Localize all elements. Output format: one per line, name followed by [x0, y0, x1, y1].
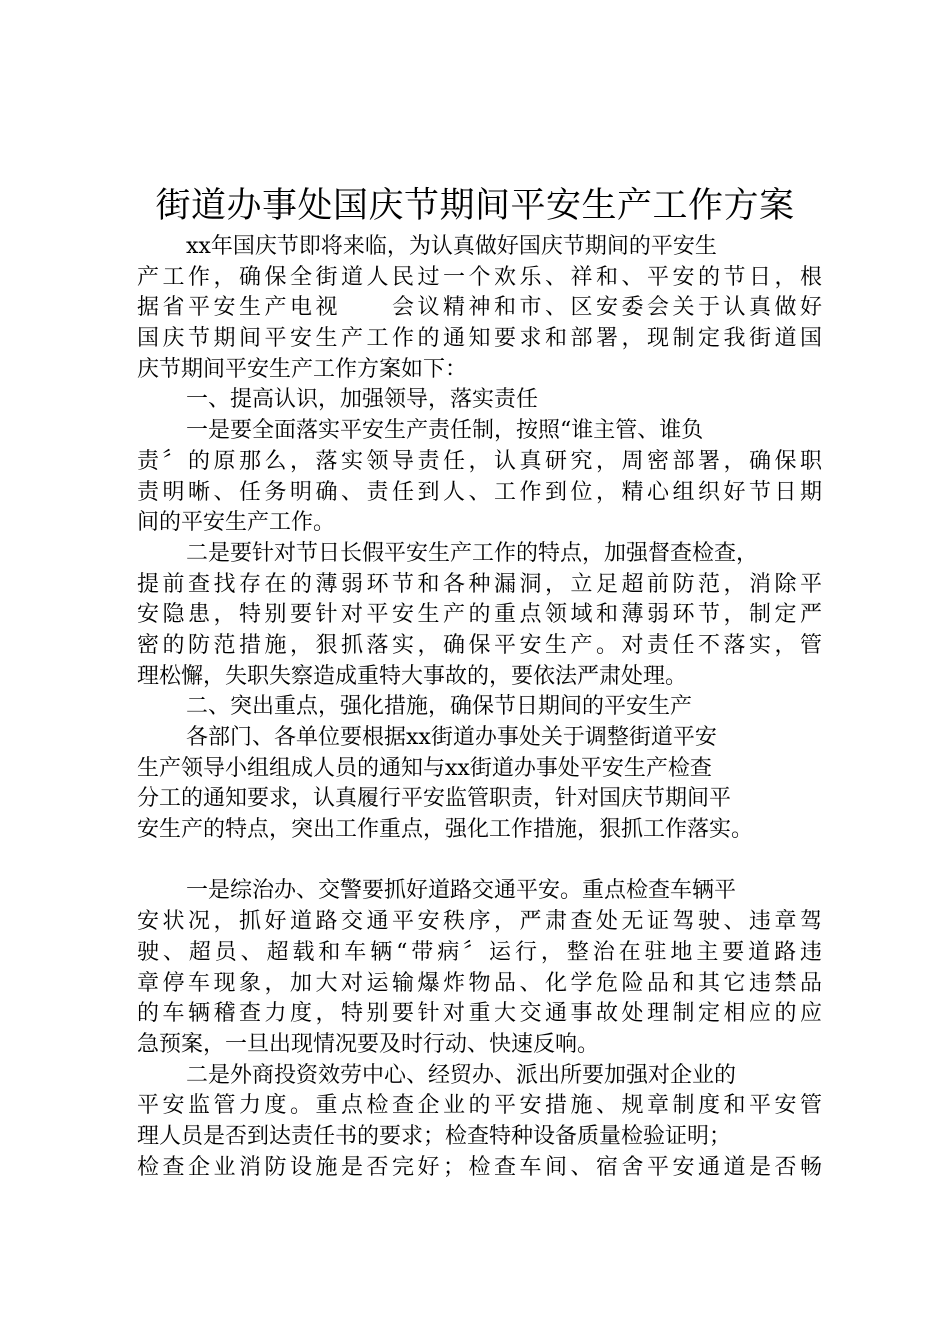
text-line: 间的平安生产工作。: [137, 510, 336, 536]
text-line: 分工的通知要求，认真履行平安监管职责，针对国庆节期间平: [137, 786, 732, 812]
section-heading: 一、提高认识，加强领导，落实责任: [186, 387, 539, 413]
text-line: 国庆节期间平安生产工作的通知要求和部署，现制定我街道国: [137, 326, 822, 352]
text-line: 理人员是否到达责任书的要求；检查特种设备质量检验证明；: [137, 1123, 732, 1149]
text-line: 责〞的原那么，落实领导责任，认真研究，周密部署，确保职: [137, 448, 822, 474]
text-line: 安状况，抓好道路交通平安秩序，严肃查处无证驾驶、违章驾: [137, 909, 822, 935]
text-line: 生产领导小组组成人员的通知与xx街道办事处平安生产检查: [137, 755, 712, 781]
text-line: 密的防范措施，狠抓落实，确保平安生产。对责任不落实，管: [137, 632, 822, 658]
text-line: 驶、超员、超载和车辆“带病〞运行，整治在驻地主要道路违: [137, 939, 822, 965]
document-title: 街道办事处国庆节期间平安生产工作方案: [155, 186, 795, 226]
text-line: xx年国庆节即将来临，为认真做好国庆节期间的平安生: [186, 234, 717, 259]
document-body: [137, 232, 837, 1183]
text-line: 二是要针对节日长假平安生产工作的特点，加强督查检查，: [186, 540, 759, 566]
text-line: 提前查找存在的薄弱环节和各种漏洞，立足超前防范，消除平: [137, 571, 822, 597]
text-line: 据省平安生产电视 会议精神和市、区安委会关于认真做好: [137, 295, 822, 321]
text-line: 平安监管力度。重点检查企业的平安措施、规章制度和平安管: [137, 1093, 822, 1119]
text-line: 各部门、各单位要根据xx街道办事处关于调整街道平安: [186, 725, 717, 750]
text-line: 急预案，一旦出现情况要及时行动、快速反响。: [137, 1031, 600, 1057]
text-line: 一是要全面落实平安生产责任制，按照“谁主管、谁负: [186, 418, 704, 444]
text-line: 安隐患，特别要针对平安生产的重点领域和薄弱环节，制定严: [137, 602, 822, 628]
text-line: 检查企业消防设施是否完好；检查车间、宿舍平安通道是否畅: [137, 1154, 822, 1180]
paragraph-gap: [137, 846, 837, 877]
text-line: 安生产的特点，突出工作重点，强化工作措施，狠抓工作落实。: [137, 817, 754, 843]
section-heading: 二、突出重点，强化措施，确保节日期间的平安生产: [186, 694, 693, 720]
text-line: 二是外商投资效劳中心、经贸办、派出所要加强对企业的: [186, 1062, 737, 1088]
text-line: 庆节期间平安生产工作方案如下：: [137, 356, 468, 382]
text-line: 产工作，确保全街道人民过一个欢乐、祥和、平安的节日，根: [137, 264, 822, 290]
text-line: 理松懈，失职失察造成重特大事故的，要依法严肃处理。: [137, 663, 688, 689]
text-line: 的车辆稽查力度，特别要针对重大交通事故处理制定相应的应: [137, 1001, 822, 1027]
text-line: 责明晰、任务明确、责任到人、工作到位，精心组织好节日期: [137, 479, 822, 505]
text-line: 一是综治办、交警要抓好道路交通平安。重点检查车辆平: [186, 878, 737, 904]
text-line: 章停车现象，加大对运输爆炸物品、化学危险品和其它违禁品: [137, 970, 822, 996]
